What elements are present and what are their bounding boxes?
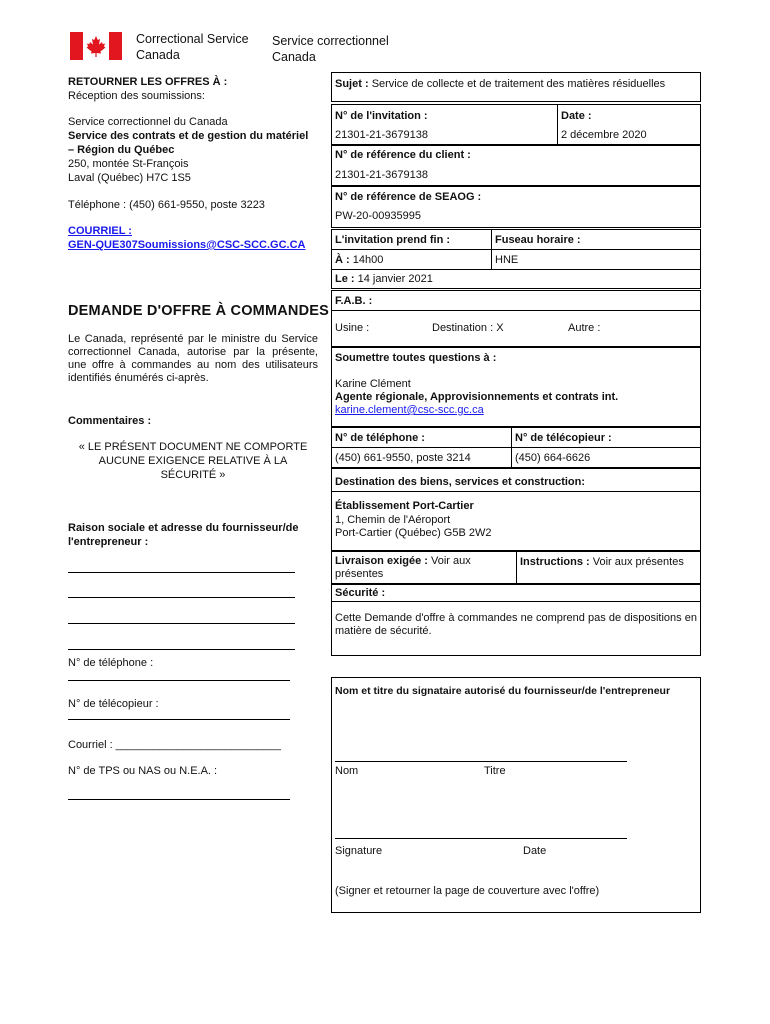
seaog-label: N° de référence de SEAOG :	[335, 191, 482, 203]
invitation-divider	[557, 104, 558, 145]
date-value: 2 décembre 2020	[561, 129, 647, 141]
address-line-3: – Région du Québec	[68, 144, 175, 156]
submission-email-link[interactable]: GEN-QUE307Soumissions@CSC-SCC.GC.CA	[68, 239, 306, 251]
delivery-value: Voir aux présentes	[335, 555, 471, 580]
comments-text-line-2: AUCUNE EXIGENCE RELATIVE À LA	[98, 455, 288, 467]
instructions-value: Voir aux présentes	[592, 556, 684, 568]
office-phone: Téléphone : (450) 661-9550, poste 3223	[68, 199, 265, 211]
closes-label: L'invitation prend fin :	[335, 234, 451, 246]
supplier-label-line-1: Raison sociale et adresse du fournisseur/de	[68, 522, 299, 534]
delivery	[335, 555, 510, 581]
establishment-address-2: Port-Cartier (Québec) G5B 2W2	[335, 527, 492, 539]
contact-name: Karine Clément	[335, 378, 411, 390]
comments-text-line-3: SÉCURITÉ »	[160, 469, 226, 481]
address-line-5: Laval (Québec) H7C 1S5	[68, 172, 191, 184]
fab-autre: Autre :	[568, 322, 601, 334]
tps-field[interactable]	[68, 799, 290, 800]
supplier-label-line-2: l'entrepreneur :	[68, 536, 149, 548]
tps-label: N° de TPS ou NAS ou N.E.A. :	[68, 765, 218, 777]
subject-label: Sujet :	[335, 78, 369, 90]
supplier-fax-label: N° de télécopieur :	[68, 698, 159, 710]
establishment-name: Établissement Port-Cartier	[335, 500, 474, 512]
closing-time-value: 14h00	[352, 254, 384, 266]
closing-date-value: 14 janvier 2021	[357, 273, 433, 285]
contact-email-link[interactable]: karine.clement@csc-scc.gc.ca	[335, 404, 484, 416]
sign-note: (Signer et retourner la page de couverture avec l'offre)	[335, 885, 600, 897]
subject	[335, 77, 665, 91]
org-name-fr-line2: Canada	[272, 50, 316, 64]
org-name-fr	[272, 33, 389, 65]
closing-date	[335, 272, 433, 286]
contact-phone-label: N° de téléphone :	[335, 432, 425, 444]
closing-hline-2	[331, 269, 701, 270]
contact-phone-hline	[331, 447, 701, 448]
email-label: COURRIEL :	[68, 225, 132, 237]
contact-phone-value: (450) 661-9550, poste 3214	[335, 452, 471, 464]
supplier-phone-field[interactable]	[68, 680, 290, 681]
signature-label: Signature	[335, 845, 383, 857]
org-name-en	[136, 31, 249, 63]
return-offers-title: RETOURNER LES OFFRES À :	[68, 76, 228, 88]
fab-box	[331, 290, 701, 347]
invitation-label: N° de l'invitation :	[335, 110, 428, 122]
contact-fax-label: N° de télécopieur :	[515, 432, 612, 444]
supplier-fax-field[interactable]	[68, 719, 290, 720]
title-label: Titre	[484, 765, 506, 777]
signatory-title: Nom et titre du signataire autorisé du fournisseur/de l'entrepreneur	[335, 685, 671, 697]
name-title-field[interactable]	[335, 761, 627, 762]
comments-label: Commentaires :	[68, 415, 152, 427]
page-title: DEMANDE D'OFFRE À COMMANDES	[68, 303, 329, 319]
contact-fax-value: (450) 664-6626	[515, 452, 591, 464]
questions-label: Soumettre toutes questions à :	[335, 352, 497, 364]
timezone-value: HNE	[495, 254, 519, 266]
date-label: Date :	[561, 110, 592, 122]
seaog-value: PW-20-00935995	[335, 210, 422, 222]
name-label: Nom	[335, 765, 359, 777]
fab-destination: Destination : X	[432, 322, 504, 334]
supplier-address-line-4[interactable]	[68, 649, 295, 650]
security-text: Cette Demande d'offre à commandes ne comprend pas de dispositions en matière de sécurité.	[335, 612, 697, 637]
intro-paragraph: Le Canada, représenté par le ministre du Service correctionnel Canada, autorise par la présente, une offre à commandes au nom des utilisateurs identifiés énumérés ci-après.	[68, 333, 318, 384]
establishment-address-1: 1, Chemin de l'Aéroport	[335, 514, 451, 526]
timezone-label: Fuseau horaire :	[495, 234, 581, 246]
contact-title: Agente régionale, Approvisionnements et contrats int.	[335, 391, 619, 403]
supplier-address-line-1[interactable]	[68, 572, 295, 573]
fab-hline	[331, 310, 701, 311]
instructions-label: Instructions :	[520, 556, 590, 568]
delivery-label: Livraison exigée :	[335, 555, 428, 567]
client-ref-label: N° de référence du client :	[335, 149, 471, 161]
client-ref-value: 21301-21-3679138	[335, 169, 428, 181]
address-line-2: Service des contrats et de gestion du matériel	[68, 130, 309, 142]
closing-time	[335, 253, 383, 267]
supplier-address-line-2[interactable]	[68, 597, 295, 598]
org-name-fr-line1: Service correctionnel	[272, 34, 389, 48]
canada-flag-logo	[70, 32, 122, 60]
address-line-4: 250, montée St-François	[68, 158, 189, 170]
closing-time-prefix: À :	[335, 254, 350, 266]
supplier-email-field[interactable]: Courriel : ___________________________	[68, 739, 281, 751]
destination-hline	[331, 491, 701, 492]
org-name-en-line2: Canada	[136, 48, 180, 62]
fab-label: F.A.B. :	[335, 295, 373, 307]
invitation-value: 21301-21-3679138	[335, 129, 428, 141]
security-label: Sécurité :	[335, 587, 386, 599]
closing-hline-1	[331, 249, 701, 250]
instructions	[520, 555, 684, 569]
signatory-box	[331, 677, 701, 913]
supplier-address-line-3[interactable]	[68, 623, 295, 624]
fab-usine: Usine :	[335, 322, 370, 334]
supplier-phone-label: N° de téléphone :	[68, 657, 154, 669]
delivery-divider	[516, 551, 517, 584]
subject-value: Service de collecte et de traitement des matières résiduelles	[371, 78, 666, 90]
sign-date-label: Date	[523, 845, 547, 857]
signature-date-field[interactable]	[335, 838, 627, 839]
address-line-1: Service correctionnel du Canada	[68, 116, 228, 128]
org-name-en-line1: Correctional Service	[136, 32, 249, 46]
return-offers-subtitle: Réception des soumissions:	[68, 90, 205, 102]
security-hline	[331, 601, 701, 602]
destination-label: Destination des biens, services et construction:	[335, 476, 586, 488]
closing-date-label: Le :	[335, 273, 355, 285]
comments-text-line-1: « LE PRÉSENT DOCUMENT NE COMPORTE	[78, 441, 308, 453]
